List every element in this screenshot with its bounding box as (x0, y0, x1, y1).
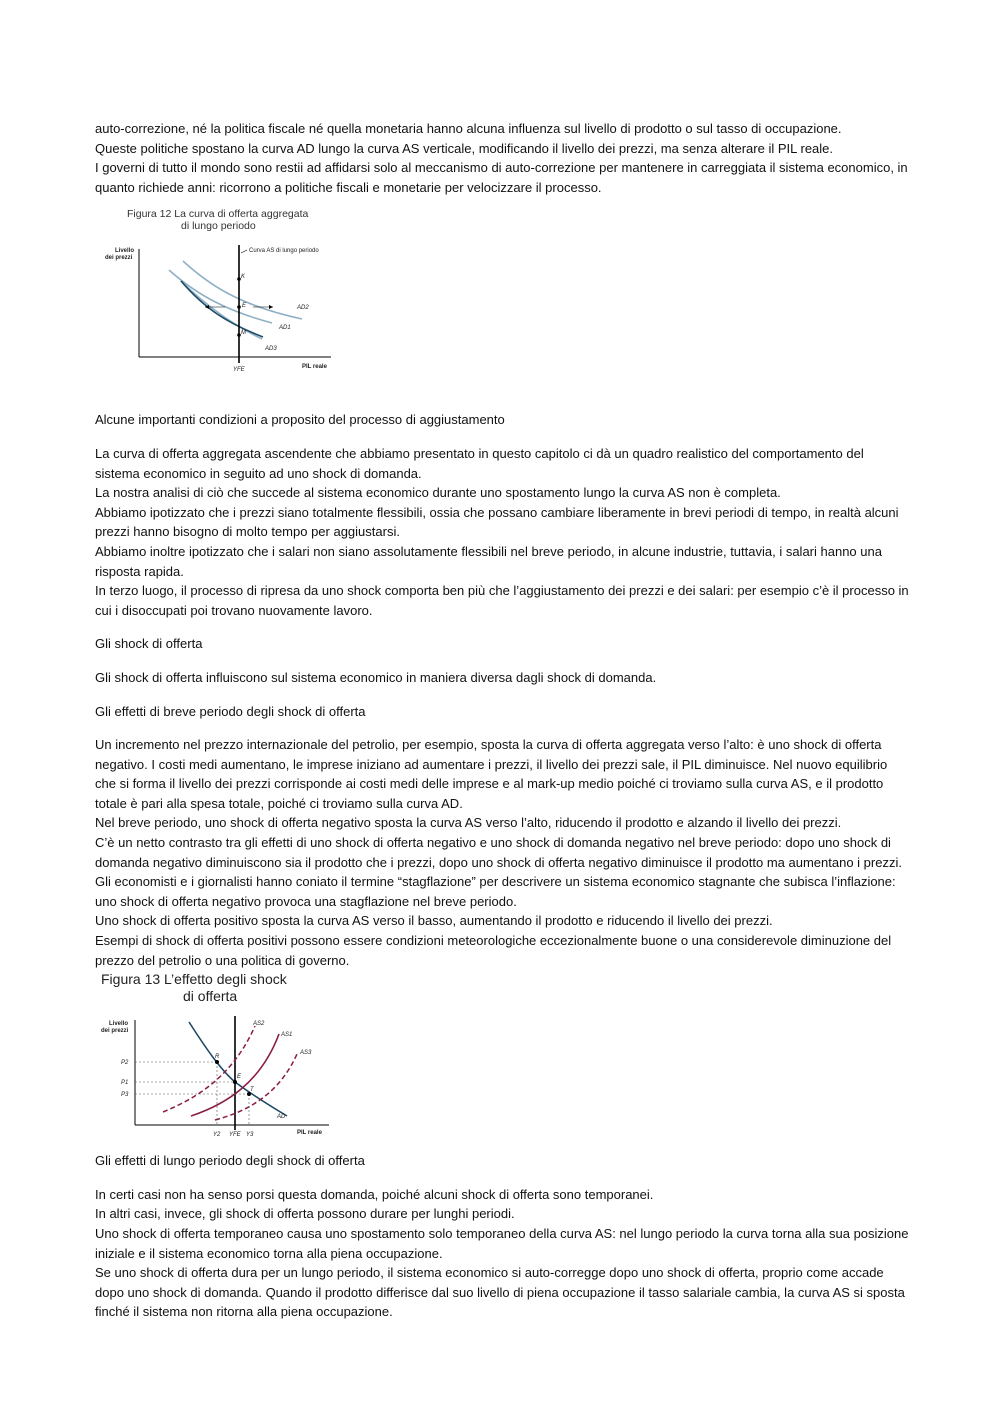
figure-13-subtitle: di offerta (183, 988, 238, 1005)
figure-13-label-e: E (237, 1074, 242, 1081)
figure-13-label-as2: AS2 (253, 1021, 265, 1028)
figure-12-vertical-label: Curva AS di lungo periodo (249, 248, 319, 255)
figure-12-label-ad2: AD2 (297, 305, 309, 312)
section-paragraph: Nel breve periodo, uno shock di offerta negativo sposta la curva AS verso l’alto, riducendo il prodotto e alzando il livello dei prezzi. (95, 815, 842, 831)
figure-13-ylabel: Livello (109, 1021, 129, 1028)
figure-13-title: Figura 13 L’effetto degli shock (101, 971, 287, 988)
figure-12-ad2-curve (183, 261, 302, 319)
figure-12-label-leader (241, 250, 247, 253)
figure-12-label-ad1: AD1 (279, 325, 291, 332)
section-heading: Alcune importanti condizioni a proposito del processo di aggiustamento (95, 412, 505, 428)
figure-13-label-t: T (250, 1087, 254, 1094)
section-paragraph: La nostra analisi di ciò che succede al sistema economico durante uno spostamento lungo la curva AS non è completa. (95, 485, 781, 501)
section-heading: Gli effetti di breve periodo degli shock di offerta (95, 703, 366, 719)
section-paragraph: In terzo luogo, il processo di ripresa da uno shock comporta ben più che l’aggiustamento dei prezzi e dei salari: per esempio c’è il processo in cui i disoccupati poi trovano nuovamente lavoro. (95, 583, 909, 618)
figure-13-label-p3: P3 (121, 1092, 129, 1099)
figure-12-subtitle: di lungo periodo (181, 220, 256, 233)
figure-13-as3-curve (215, 1054, 297, 1120)
figure-13-ad-curve (189, 1022, 287, 1116)
figure-13-label-as1: AS1 (281, 1032, 293, 1039)
figure-12-title: Figura 12 La curva di offerta aggregata (127, 208, 309, 221)
figure-13-label-r: R (215, 1054, 220, 1061)
section-paragraph: Se uno shock di offerta dura per un lungo periodo, il sistema economico si auto-corregge dopo uno shock di offerta, proprio come accade dopo uno shock di domanda. Quando il prodotto differisce dal suo livello di piena occupazione il tasso salariale cambia, la curva AS si sposta finché il sistema non ritorna alla piena occupazione. (95, 1265, 905, 1320)
figure-13-label-yfe: YFE (229, 1132, 241, 1139)
section-heading: Gli effetti di lungo periodo degli shock di offerta (95, 1153, 365, 1169)
document-page (95, 119, 910, 1322)
figure-12-label-ad3: AD3 (265, 346, 277, 353)
section-paragraph: In altri casi, invece, gli shock di offerta possono durare per lunghi periodi. (95, 1206, 515, 1222)
figure-13-label-p2: P2 (121, 1060, 129, 1067)
figure-13 (97, 970, 337, 1145)
section-paragraph: Un incremento nel prezzo internazionale del petrolio, per esempio, sposta la curva di offerta aggregata verso l’alto: è uno shock di offerta negativo. I costi medi aumentano, le imprese iniziano ad aumentare i prezzi, il livello dei prezzi sale, il PIL diminuisce. Nel nuovo equilibrio che si forma il livello dei prezzi corrisponde ai costi medi delle imprese e al mark-up medio poiché ci troviamo sulla curva AS, e il prodotto totale è pari alla spesa totale, poiché ci troviamo sulla curva AD. (95, 737, 888, 811)
figure-13-point-e (233, 1080, 237, 1084)
intro-paragraph: Queste politiche spostano la curva AD lungo la curva AS verticale, modificando il livello dei prezzi, ma senza alterare il PIL reale. (95, 140, 834, 156)
figure-12-label-e: E (242, 303, 247, 310)
figure-12-ylabel: dei prezzi (105, 255, 133, 262)
section-paragraph: La curva di offerta aggregata ascendente che abbiamo presentato in questo capitolo ci dà un quadro realistico del comportamento del sistema economico in seguito ad uno shock di domanda. (95, 445, 864, 481)
figure-12-label-k: K (241, 274, 246, 281)
figure-12-ylabel: Livello (115, 248, 135, 255)
figure-13-xlabel: PIL reale (297, 1130, 322, 1137)
figure-13-point-r (215, 1060, 219, 1064)
figure-13-as2-curve (163, 1026, 255, 1112)
figure-12-arrowhead-right (269, 305, 273, 309)
section-paragraph: Abbiamo inoltre ipotizzato che i salari non siano assolutamente flessibili nel breve periodo, in alcune industrie, tuttavia, i salari hanno una risposta rapida. (95, 543, 882, 579)
figure-13-label-p1: P1 (121, 1080, 129, 1087)
section-paragraph: Gli shock di offerta influiscono sul sistema economico in maniera diversa dagli shock di domanda. (95, 669, 657, 685)
figure-13-label-ad: AD (277, 1114, 286, 1121)
intro-block (95, 119, 910, 197)
figure-13-label-y2: Y2 (213, 1132, 221, 1139)
figure-12-label-yfe: YFE (233, 367, 245, 374)
figure-13-ylabel: dei prezzi (101, 1028, 129, 1035)
intro-paragraph: I governi di tutto il mondo sono restii ad affidarsi solo al meccanismo di auto-correzione per mantenere in carreggiata il sistema economico, in quanto richiede anni: ricorrono a politiche fiscali e monetarie per velocizzare il processo. (95, 160, 908, 195)
figure-13-label-y3: Y3 (246, 1132, 254, 1139)
section-paragraph: Uno shock di offerta temporaneo causa uno spostamento solo temporaneo della curva AS: nel lungo periodo la curva torna alla sua posizione iniziale e il sistema economico torna alla piena occupazione. (95, 1226, 909, 1261)
section-heading: Gli shock di offerta (95, 636, 203, 652)
section-paragraph: Uno shock di offerta positivo sposta la curva AS verso il basso, aumentando il prodotto e riducendo il livello dei prezzi. (95, 913, 773, 929)
figure-13-label-as3: AS3 (300, 1050, 312, 1057)
section-paragraph: In certi casi non ha senso porsi questa domanda, poiché alcuni shock di offerta sono temporanei. (95, 1186, 654, 1202)
figure-12-chart (97, 205, 337, 400)
figure-12-xlabel: PIL reale (302, 364, 327, 371)
figure-12-point-e (237, 306, 241, 310)
figure-12-label-m: M (241, 330, 246, 337)
section-paragraph: Esempi di shock di offerta positivi possono essere condizioni meteorologiche eccezionalmente buone o una considerevole diminuzione del prezzo del petrolio o una politica di governo. (95, 933, 892, 968)
section-paragraph: Abbiamo ipotizzato che i prezzi siano totalmente flessibili, ossia che possano cambiare liberamente in brevi periodi di tempo, in realtà alcuni prezzi hanno bisogno di molto tempo per aggiustarsi. (95, 504, 899, 540)
figure-13-chart (97, 970, 337, 1145)
section-paragraph: C’è un netto contrasto tra gli effetti di uno shock di offerta negativo e uno shock di domanda negativo nel breve periodo: dopo uno shock di domanda negativo diminuiscono sia il prodotto che i prezzi, dopo uno shock di offerta negativo diminuisce il prodotto ma aumentano i prezzi. Gli economisti e i giornalisti hanno coniato il termine “stagflazione” per descrivere un sistema economico stagnante che subisca l’inflazione: uno shock di offerta negativo provoca una stagflazione nel breve periodo. (95, 835, 902, 909)
figure-12 (97, 205, 337, 400)
intro-paragraph: auto-correzione, né la politica fiscale né quella monetaria hanno alcuna influenza sul livello di prodotto o sul tasso di occupazione. (95, 121, 842, 136)
